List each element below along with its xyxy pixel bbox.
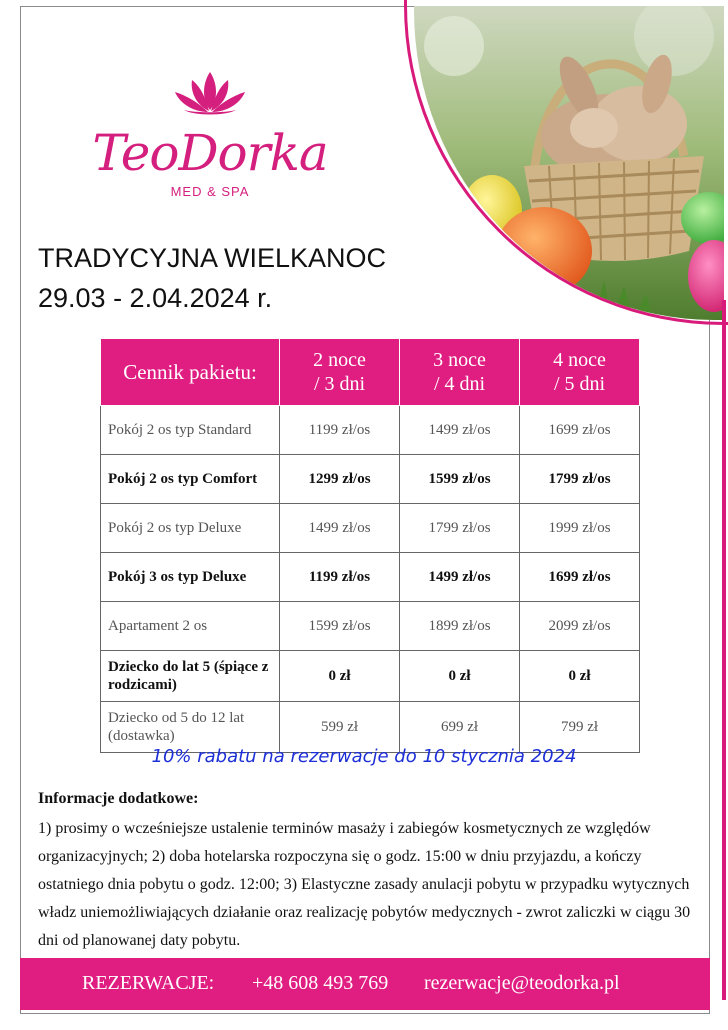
teodorka-logo — [80, 66, 340, 206]
price-cell: 1499 zł/os — [400, 553, 520, 602]
price-cell: 699 zł — [400, 702, 520, 753]
price-cell: 599 zł — [280, 702, 400, 753]
header-4-nights-line2: / 5 dni — [553, 373, 606, 395]
header-2-nights — [280, 339, 400, 406]
table-row — [101, 553, 640, 602]
table-row — [101, 602, 640, 651]
table-row — [101, 702, 640, 753]
price-cell: 1799 zł/os — [520, 455, 640, 504]
discount-note: 10% rabatu na rezerwacje do 10 stycznia 2024 — [151, 746, 577, 767]
price-cell: 1699 zł/os — [520, 553, 640, 602]
header-label: Cennik pakietu: — [101, 339, 280, 406]
price-cell: 1499 zł/os — [400, 406, 520, 455]
reservation-footer — [20, 958, 710, 1010]
row-label: Pokój 2 os typ Deluxe — [101, 504, 280, 553]
table-row — [101, 504, 640, 553]
offer-title — [38, 238, 386, 318]
price-cell: 2099 zł/os — [520, 602, 640, 651]
row-label: Pokój 2 os typ Standard — [101, 406, 280, 455]
price-cell: 1499 zł/os — [280, 504, 400, 553]
price-table-header — [101, 339, 640, 406]
price-cell: 0 zł — [280, 651, 400, 702]
table-row — [101, 651, 640, 702]
row-label: Pokój 3 os typ Deluxe — [101, 553, 280, 602]
table-row — [101, 406, 640, 455]
header-4-nights — [520, 339, 640, 406]
row-label: Dziecko od 5 do 12 lat (dostawka) — [101, 702, 280, 753]
price-cell: 1299 zł/os — [280, 455, 400, 504]
offer-title-name: TRADYCYJNA WIELKANOC — [38, 243, 387, 273]
table-row — [101, 455, 640, 504]
price-table — [100, 338, 640, 753]
lotus-icon — [170, 70, 250, 118]
header-3-nights — [400, 339, 520, 406]
info-text: 1) prosimy o wcześniejsze ustalenie terminów masaży i zabiegów kosmetycznych ze względów organizacyjnych; 2) doba hotelarska rozpoczyna się o godz. 15:00 w dniu przyjazdu, a kończy ostatniego dnia pobytu o godz. 12:00; 3) Elastyczne zasady anulacji pobytu w przypadku wytycznych władz uniemożliwiających działanie oraz realizację pobytów medycznych - zwrot zaliczki w ciągu 30 dni od planowanej daty pobytu. — [38, 820, 691, 949]
email-link[interactable]: rezerwacje@teodorka.pl — [424, 972, 620, 994]
brand-tagline: MED & SPA — [170, 184, 250, 199]
phone-link[interactable]: +48 608 493 769 — [252, 972, 389, 994]
price-cell: 1699 zł/os — [520, 406, 640, 455]
header-2-nights-line1: 2 noce — [313, 349, 366, 371]
header-4-nights-line1: 4 noce — [553, 349, 606, 371]
price-cell: 1999 zł/os — [520, 504, 640, 553]
row-label: Pokój 2 os typ Comfort — [101, 455, 280, 504]
price-cell: 1899 zł/os — [400, 602, 520, 651]
header-2-nights-line2: / 3 dni — [313, 373, 366, 395]
row-label: Dziecko do lat 5 (śpiące z rodzicami) — [101, 651, 280, 702]
header-3-nights-line2: / 4 dni — [433, 373, 486, 395]
pink-side-stripe — [722, 300, 726, 1000]
row-label: Apartament 2 os — [101, 602, 280, 651]
info-heading: Informacje dodatkowe: — [38, 790, 199, 807]
reservation-label: REZERWACJE: — [82, 972, 215, 994]
price-cell: 0 zł — [520, 651, 640, 702]
price-cell: 799 zł — [520, 702, 640, 753]
brand-name: TeoDorka — [92, 124, 328, 182]
price-cell: 1599 zł/os — [280, 602, 400, 651]
price-cell: 1199 zł/os — [280, 553, 400, 602]
offer-title-dates: 29.03 - 2.04.2024 r. — [38, 283, 273, 313]
price-cell: 1199 zł/os — [280, 406, 400, 455]
price-cell: 0 zł — [400, 651, 520, 702]
price-cell: 1599 zł/os — [400, 455, 520, 504]
price-cell: 1799 zł/os — [400, 504, 520, 553]
header-3-nights-line1: 3 noce — [433, 349, 486, 371]
